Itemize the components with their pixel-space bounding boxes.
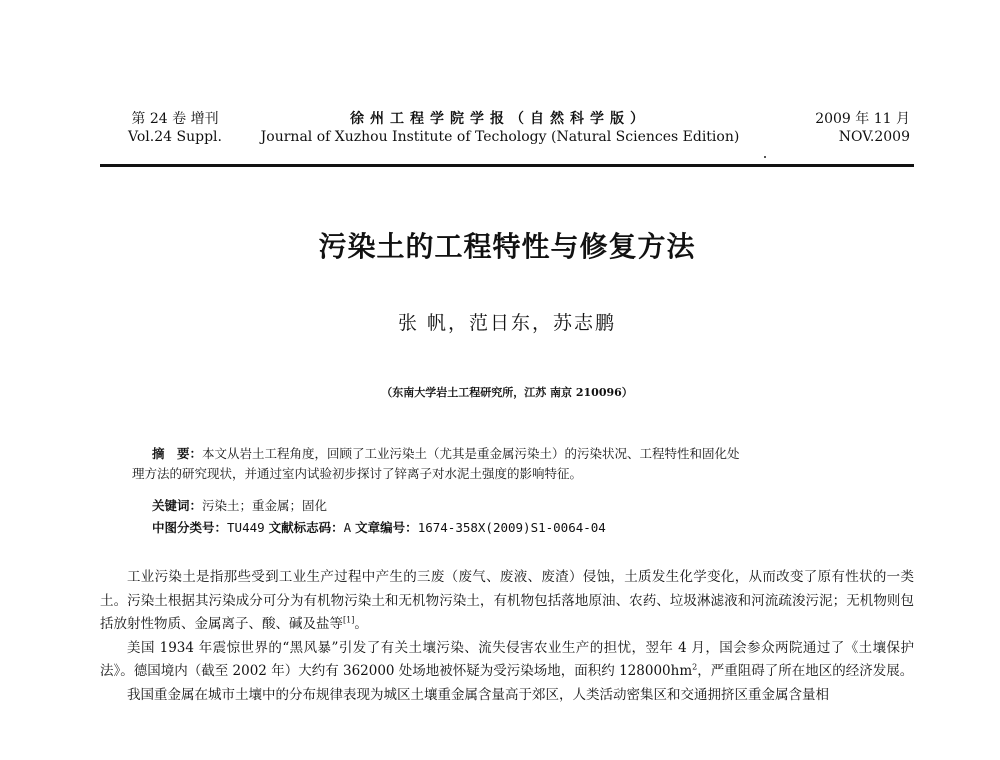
journal-volume (100, 110, 250, 146)
article-number-value: 1674-358X(2009)S1-0064-04 (417, 520, 606, 535)
doc-code-value: A (343, 520, 352, 535)
keywords (152, 496, 327, 516)
abstract-text-2: 理方法的研究现状，并通过室内试验初步探讨了锌离子对水泥土强度的影响特征。 (132, 466, 583, 481)
header-divider (100, 164, 914, 167)
paper-title: 污染土的工程特性与修复方法 (318, 230, 696, 263)
body-paragraph-2: 美国 1934 年震惊世界的“黑风暴”引发了有关土壤污染、流失侵害农业生产的担忧，翌年 4 月，国会参众两院通过了《土壤保护法》。德国境内（截至 2002 年）大约有 362000 处场地被怀疑为受污染场地，面积约 $128000hm^2$，严重阻碍了所在地区的经济发展。 (100, 639, 914, 679)
abstract-label: 摘 要： (152, 446, 203, 461)
volume-cn: 第 24 卷 增刊 (131, 111, 219, 127)
journal-name (260, 110, 740, 146)
keywords-text: 污染土；重金属；固化 (202, 498, 328, 513)
paper-authors: 张 帆，范日东，苏志鹏 (397, 312, 617, 334)
classification-line (152, 518, 606, 538)
scan-speck (764, 156, 766, 158)
body-paragraph-3: 我国重金属在城市土壤中的分布规律表现为城区土壤重金属含量高于郊区，人类活动密集区和交通拥挤区重金属含量相 (127, 686, 829, 703)
abstract-text-1: 本文从岩土工程角度，回顾了工业污染土（尤其是重金属污染土）的污染状况、工程特性和固化处 (202, 446, 740, 461)
body-text (100, 566, 914, 707)
area-unit-superscript: 2 (692, 662, 698, 672)
article-number-label: 文章编号： (355, 520, 418, 535)
abstract (132, 444, 892, 484)
journal-name-en: Journal of Xuzhou Institute of Techology (Natural Sciences Edition) (260, 129, 740, 145)
date-en: NOV.2009 (838, 129, 910, 145)
clc-value: TU449 (227, 520, 265, 535)
volume-en: Vol.24 Suppl. (128, 129, 222, 145)
citation-ref: [1] (343, 615, 355, 625)
body-paragraph-1: 工业污染土是指那些受到工业生产过程中产生的三废（废气、废液、废渣）侵蚀，土质发生化学变化，从而改变了原有性状的一类土。污染土根据其污染成分可分为有机物污染土和无机物污染土，有机物包括落地原油、农药、垃圾淋滤液和河流疏浚污泥；无机物则包括放射性物质、金属离子、酸、碱及盐等[1]。 (100, 569, 914, 632)
keywords-label: 关键词： (152, 498, 203, 513)
clc-label: 中图分类号： (152, 520, 228, 535)
doc-code-label: 文献标志码： (268, 520, 344, 535)
author-affiliation: （东南大学岩土工程研究所，江苏 南京 210096） (381, 386, 633, 399)
journal-date (770, 110, 910, 146)
date-cn: 2009 年 11 月 (815, 111, 910, 127)
journal-name-cn: 徐州工程学院学报（自然科学版） (350, 111, 650, 127)
